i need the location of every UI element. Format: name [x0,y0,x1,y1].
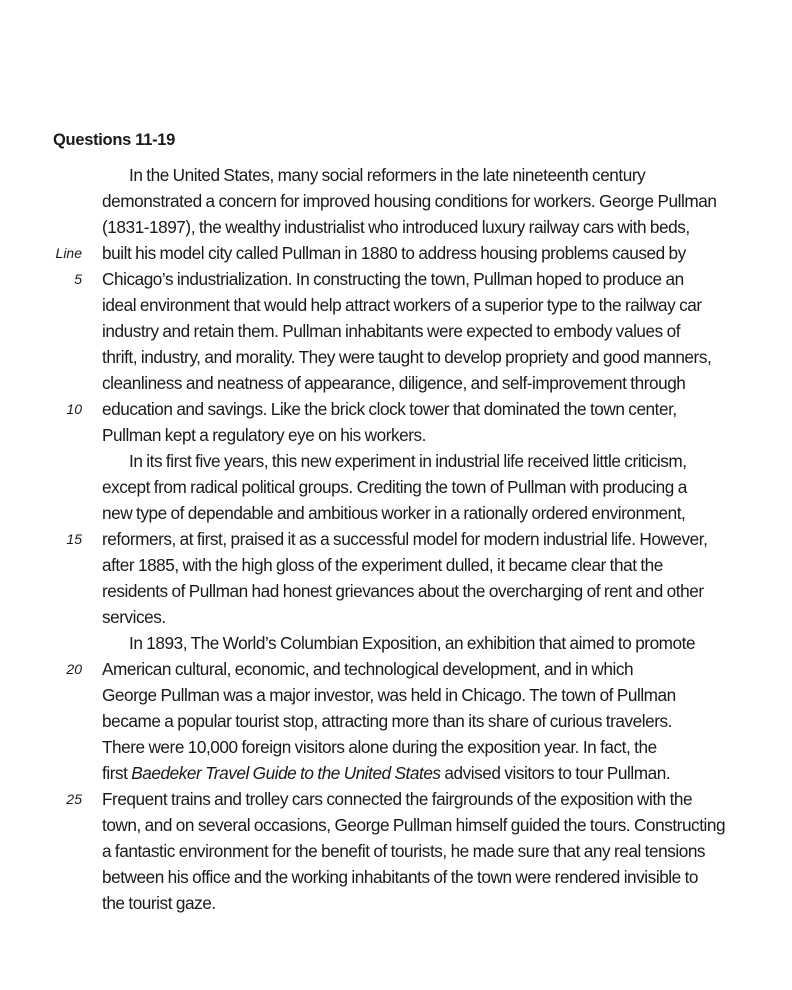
passage-line [0,890,792,916]
passage-line-text: In 1893, The World’s Columbian Exposition, an exhibition that aimed to promote [129,633,696,653]
passage-line-text: George Pullman was a major investor, was held in Chicago. The town of Pullman [102,685,676,705]
passage-line [0,162,792,188]
passage-line-text: Chicago’s industrialization. In constructing the town, Pullman hoped to produce an [102,269,684,289]
passage-text-segment: advised visitors to tour Pullman. [440,763,671,783]
passage-line [0,188,792,214]
passage-line [0,578,792,604]
line-number: 20 [66,661,82,677]
passage-line-text [102,760,670,786]
passage-line-text: education and savings. Like the brick clock tower that dominated the town center, [102,399,677,419]
passage-line-text: American cultural, economic, and technological development, and in which [102,659,634,679]
passage-line [0,786,792,812]
passage-line-text: Pullman kept a regulatory eye on his workers. [102,425,426,445]
passage-text-segment: first [102,763,132,783]
passage-line [0,656,792,682]
passage-line [0,734,792,760]
passage-line [0,370,792,396]
passage-line-text: the tourist gaze. [102,893,216,913]
passage-line [0,344,792,370]
passage-line [0,682,792,708]
passage-line-text: town, and on several occasions, George Pullman himself guided the tours. Constructing [102,815,726,835]
passage-line-text: In its first five years, this new experiment in industrial life received little criticism, [129,451,687,471]
passage-line [0,864,792,890]
passage-line [0,240,792,266]
passage-line-text: industry and retain them. Pullman inhabitants were expected to embody values of [102,321,681,341]
passage-line [0,214,792,240]
passage-line-text: residents of Pullman had honest grievances about the overcharging of rent and other [102,581,704,601]
passage-line-text: between his office and the working inhabitants of the town were rendered invisible to [102,867,699,887]
questions-heading: Questions 11-19 [53,131,176,149]
passage-line [0,292,792,318]
passage-line-text: In the United States, many social reformers in the late nineteenth century [129,165,646,185]
passage-line [0,448,792,474]
passage-line [0,318,792,344]
line-number: 5 [74,271,82,287]
line-number: 10 [66,401,82,417]
passage-line [0,266,792,292]
line-label: Line [55,245,82,261]
passage-line [0,396,792,422]
passage-line-text: services. [102,607,166,627]
line-number: 25 [66,791,82,807]
passage-line-text: built his model city called Pullman in 1880 to address housing problems caused by [102,243,686,263]
passage-line [0,760,792,786]
passage-line-text: ideal environment that would help attract workers of a superior type to the railway car [102,295,702,315]
passage-line-text: There were 10,000 foreign visitors alone during the exposition year. In fact, the [102,737,657,757]
passage-line [0,552,792,578]
passage-line-text: reformers, at first, praised it as a successful model for modern industrial life. However, [102,529,708,549]
passage-line-text: (1831-1897), the wealthy industrialist who introduced luxury railway cars with beds, [102,217,690,237]
passage-line [0,604,792,630]
passage-line [0,474,792,500]
passage-line [0,422,792,448]
passage-line [0,838,792,864]
passage-line-text: thrift, industry, and morality. They were taught to develop propriety and good manners, [102,347,712,367]
line-number: 15 [66,531,82,547]
passage-line [0,812,792,838]
passage-line-text: a fantastic environment for the benefit of tourists, he made sure that any real tensions [102,841,706,861]
passage-line-text: new type of dependable and ambitious worker in a rationally ordered environment, [102,503,686,523]
passage-line-text: became a popular tourist stop, attracting more than its share of curious travelers. [102,711,672,731]
passage-line [0,526,792,552]
passage-line-text: after 1885, with the high gloss of the experiment dulled, it became clear that the [102,555,663,575]
passage-line-text: Frequent trains and trolley cars connected the fairgrounds of the exposition with the [102,789,693,809]
passage-line [0,708,792,734]
reading-passage [0,162,792,916]
passage-line-text: cleanliness and neatness of appearance, diligence, and self-improvement through [102,373,686,393]
passage-line [0,500,792,526]
passage-line-text: demonstrated a concern for improved housing conditions for workers. George Pullman [102,191,717,211]
passage-line [0,630,792,656]
book-title: Baedeker Travel Guide to the United States [131,763,441,783]
passage-line-text: except from radical political groups. Crediting the town of Pullman with producing a [102,477,687,497]
